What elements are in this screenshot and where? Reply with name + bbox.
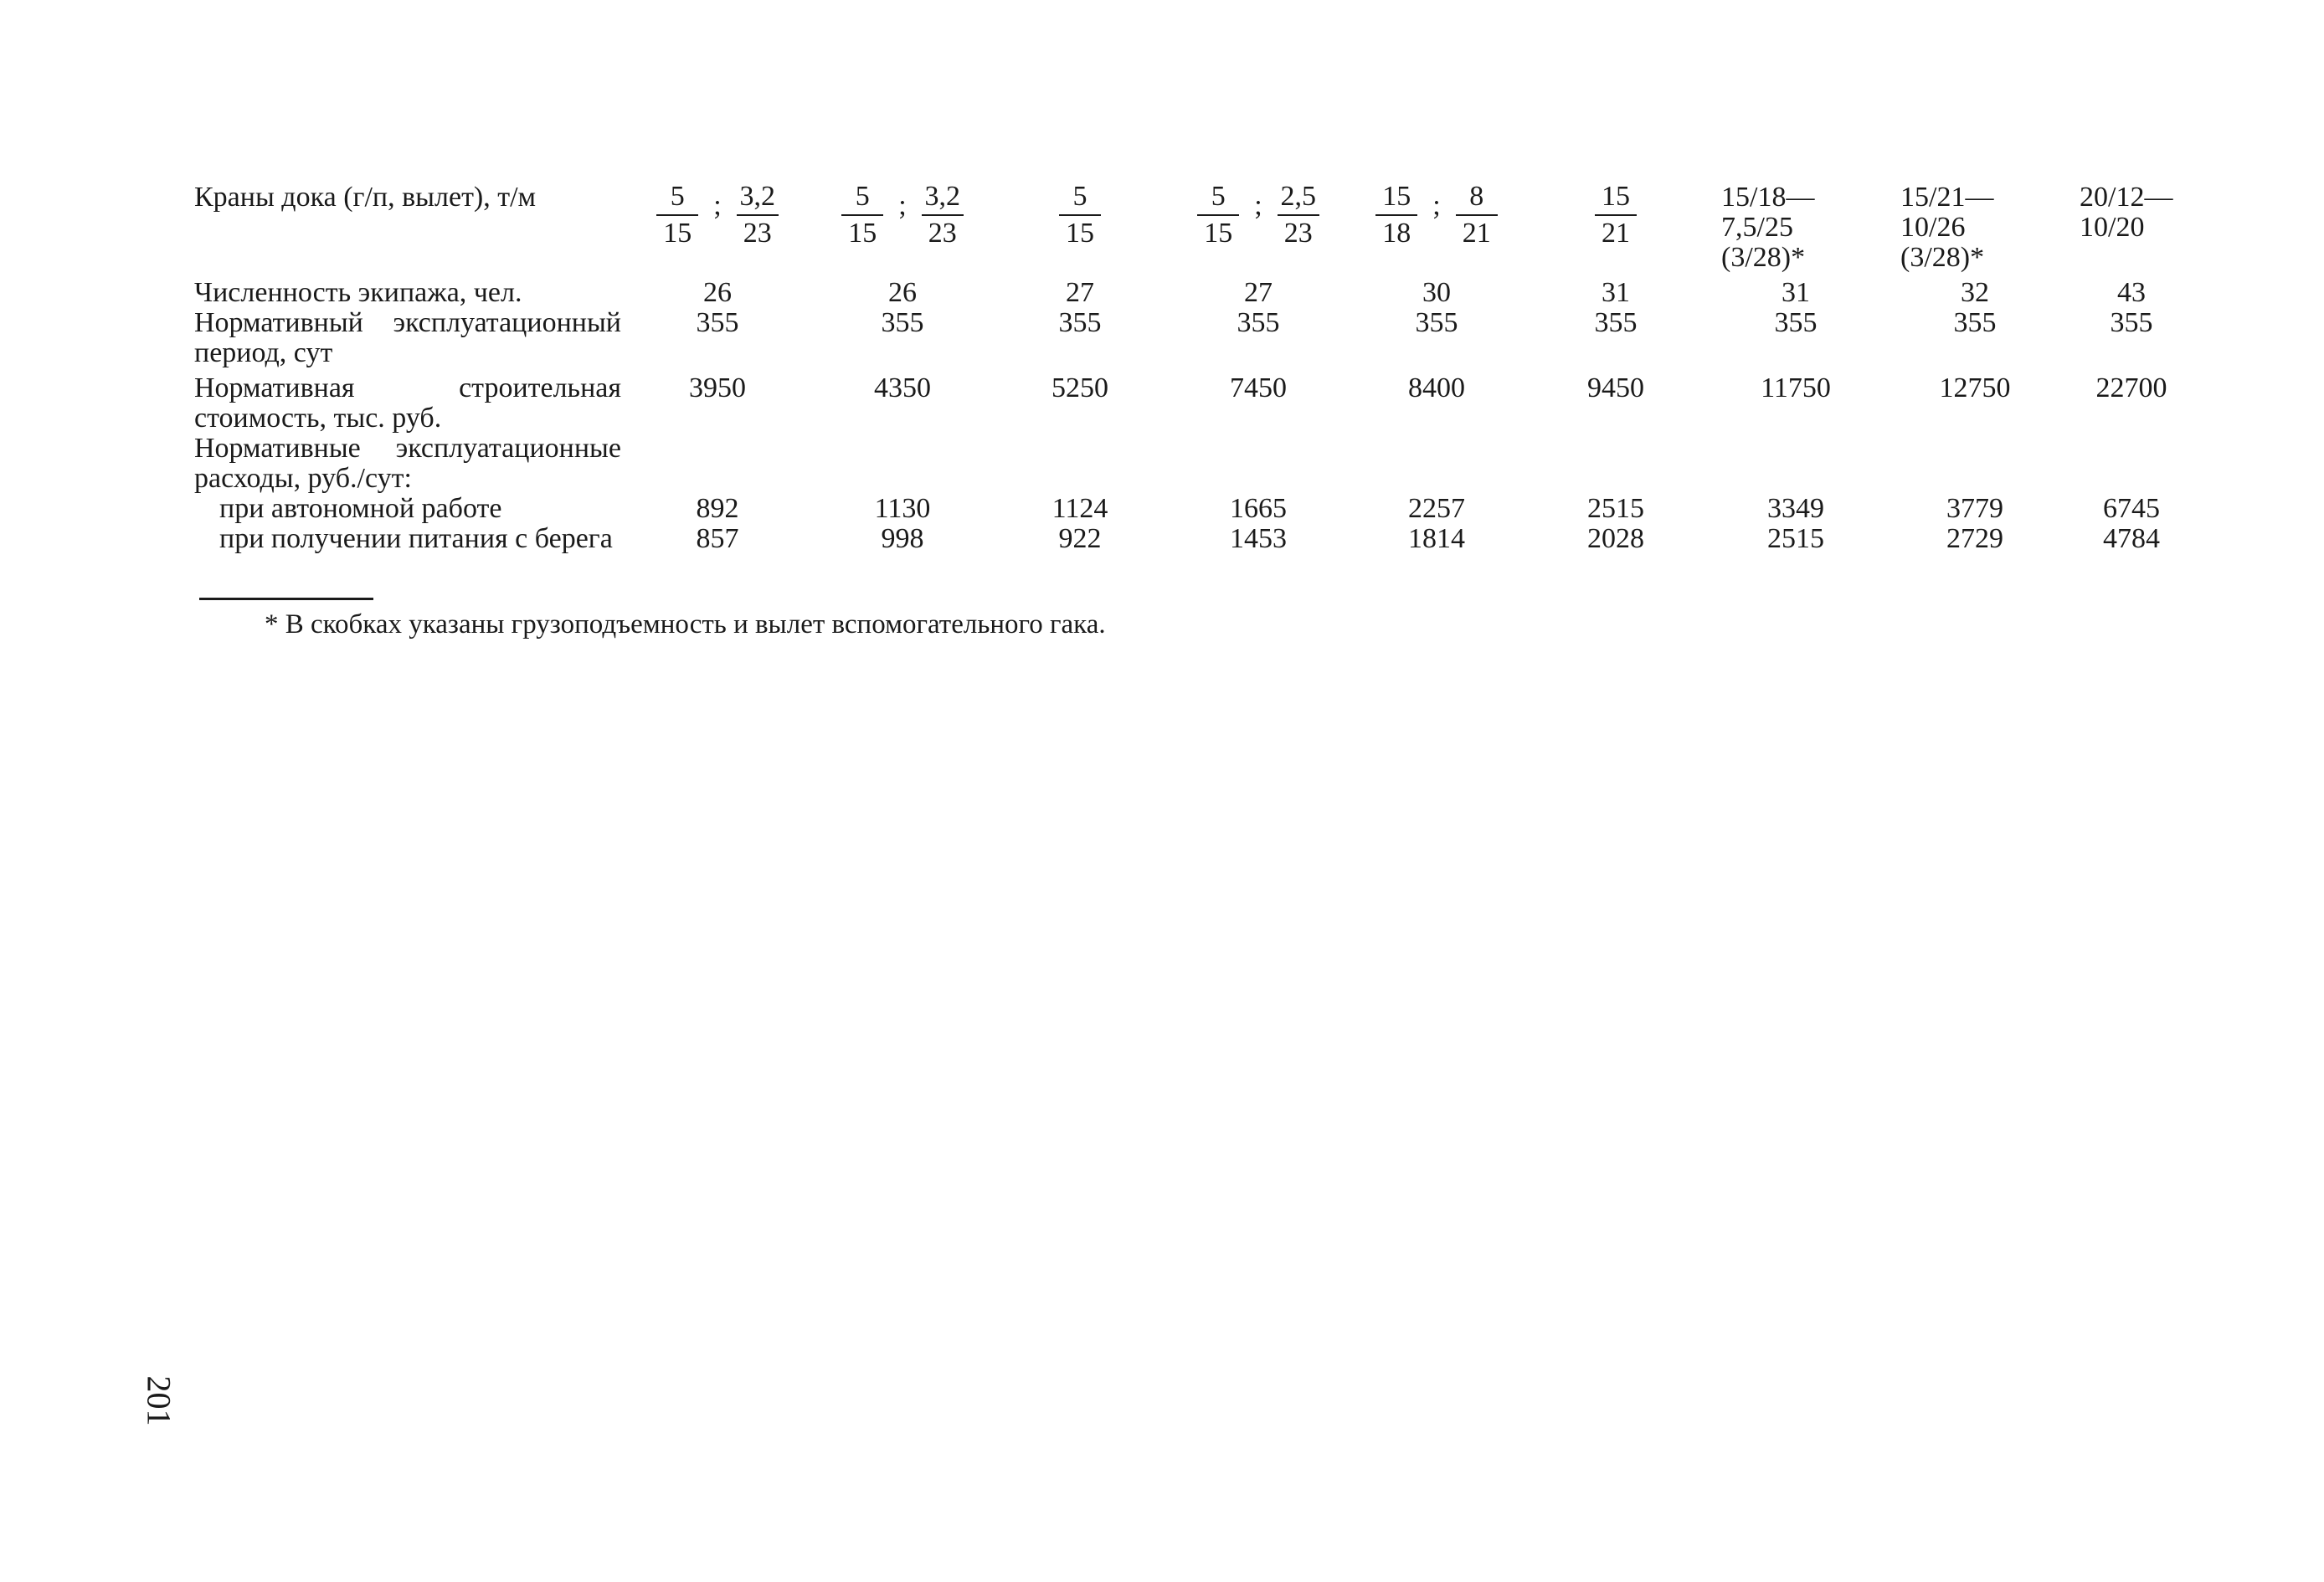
table-cell: 1665 bbox=[1230, 493, 1287, 524]
crane-cell bbox=[1525, 182, 1706, 278]
table-cell: 8400 bbox=[1408, 372, 1465, 403]
crane-cell: $\frac{5}{15}$ ; $\frac{3,2}{23}$ bbox=[621, 182, 814, 278]
table-cell: 12750 bbox=[1939, 372, 2011, 403]
table-cell: 26 bbox=[888, 277, 917, 308]
fraction: $\frac{5}{15}$ bbox=[1040, 182, 1120, 248]
crane-cell: $\frac{5}{15}$ ; $\frac{3,2}{23}$ bbox=[814, 182, 991, 278]
table-cell: 355 bbox=[1415, 307, 1458, 338]
table-cell: 3349 bbox=[1767, 493, 1824, 524]
crane-cell: 15/21— 10/26 (3/28)* bbox=[1900, 182, 1994, 273]
fraction: $\frac{2,5}{23}$ bbox=[1271, 182, 1326, 248]
footnote: * В скобках указаны грузоподъемность и вылет вспомогательного гака. bbox=[265, 609, 1106, 639]
table-cell: 892 bbox=[696, 493, 739, 524]
fraction: $\frac{15}{18}$ bbox=[1369, 182, 1424, 248]
table-cell: 3950 bbox=[689, 372, 746, 403]
table-cell: 2729 bbox=[1946, 523, 2003, 554]
table-row bbox=[194, 368, 2198, 434]
table-row bbox=[194, 494, 2198, 524]
table-cell: 857 bbox=[696, 523, 739, 554]
crane-cell: $\frac{5}{15}$ ; $\frac{2,5}{23}$ bbox=[1169, 182, 1348, 278]
row-label: Нормативный эксплуатационный период, сут bbox=[194, 307, 621, 368]
page-number: 201 bbox=[140, 1375, 178, 1426]
table-cell: 9450 bbox=[1587, 372, 1644, 403]
table-cell: 7450 bbox=[1230, 372, 1287, 403]
crane-cell: 20/12— 10/20 bbox=[2080, 182, 2173, 243]
crane-cell: 15/18— 7,5/25 (3/28)* bbox=[1721, 182, 1815, 273]
fraction: $\frac{8}{21}$ bbox=[1449, 182, 1504, 248]
fraction: $\frac{5}{15}$ bbox=[835, 182, 890, 248]
row-label: Нормативная строительная стоимость, тыс. руб. bbox=[194, 372, 621, 434]
crane-cell: $\frac{15}{18}$ ; $\frac{8}{21}$ bbox=[1348, 182, 1525, 278]
table-row bbox=[194, 524, 2198, 554]
table-cell: 355 bbox=[1237, 307, 1280, 338]
table-cell: 4350 bbox=[874, 372, 931, 403]
table-cell: 30 bbox=[1422, 277, 1451, 308]
table-cell: 355 bbox=[1594, 307, 1638, 338]
dock-specs-table bbox=[194, 182, 2198, 554]
table-cell: 26 bbox=[703, 277, 732, 308]
crane-cell bbox=[991, 182, 1169, 278]
table-cell: 5250 bbox=[1051, 372, 1108, 403]
table-cell: 355 bbox=[1774, 307, 1818, 338]
table-row bbox=[194, 278, 2198, 308]
table-cell: 1814 bbox=[1408, 523, 1465, 554]
table-cell: 43 bbox=[2117, 277, 2146, 308]
fraction: $\frac{5}{15}$ bbox=[650, 182, 705, 248]
footnote-divider bbox=[199, 598, 373, 600]
fraction: $\frac{15}{21}$ bbox=[1576, 182, 1656, 248]
row-label: Численность экипажа, чел. bbox=[194, 277, 522, 308]
table-cell: 2028 bbox=[1587, 523, 1644, 554]
table-cell: 6745 bbox=[2103, 493, 2160, 524]
table-row bbox=[194, 308, 2198, 368]
table-cell: 2257 bbox=[1408, 493, 1465, 524]
table-cell: 11750 bbox=[1761, 372, 1831, 403]
table-cell: 31 bbox=[1602, 277, 1630, 308]
table-cell: 355 bbox=[2110, 307, 2153, 338]
table-cell: 998 bbox=[881, 523, 924, 554]
table-cell: 27 bbox=[1066, 277, 1094, 308]
table-cell: 355 bbox=[1953, 307, 1997, 338]
cranes-row bbox=[194, 182, 2198, 278]
table-cell: 355 bbox=[881, 307, 924, 338]
fraction: $\frac{5}{15}$ bbox=[1190, 182, 1246, 248]
table-cell: 3779 bbox=[1946, 493, 2003, 524]
table-cell: 4784 bbox=[2103, 523, 2160, 554]
table-cell: 27 bbox=[1244, 277, 1273, 308]
table-cell: 355 bbox=[696, 307, 739, 338]
table-cell: 355 bbox=[1058, 307, 1102, 338]
table-cell: 31 bbox=[1782, 277, 1810, 308]
table-cell: 2515 bbox=[1767, 523, 1824, 554]
table-cell: 1453 bbox=[1230, 523, 1287, 554]
table-cell: 922 bbox=[1058, 523, 1102, 554]
table-cell: 32 bbox=[1961, 277, 1989, 308]
cranes-label: Краны дока (г/п, вылет), т/м bbox=[194, 182, 537, 213]
table-cell: 22700 bbox=[2095, 372, 2167, 403]
table-cell: 1130 bbox=[874, 493, 931, 524]
table-cell: 2515 bbox=[1587, 493, 1644, 524]
fraction: $\frac{3,2}{23}$ bbox=[915, 182, 970, 248]
table-row bbox=[194, 434, 2198, 494]
expenses-label: Нормативные эксплуатационные расходы, руб./сут: bbox=[194, 433, 621, 494]
fraction: $\frac{3,2}{23}$ bbox=[730, 182, 785, 248]
table-cell: 1124 bbox=[1051, 493, 1108, 524]
row-label: при автономной работе bbox=[219, 493, 502, 524]
row-label: при получении питания с берега bbox=[219, 523, 613, 554]
